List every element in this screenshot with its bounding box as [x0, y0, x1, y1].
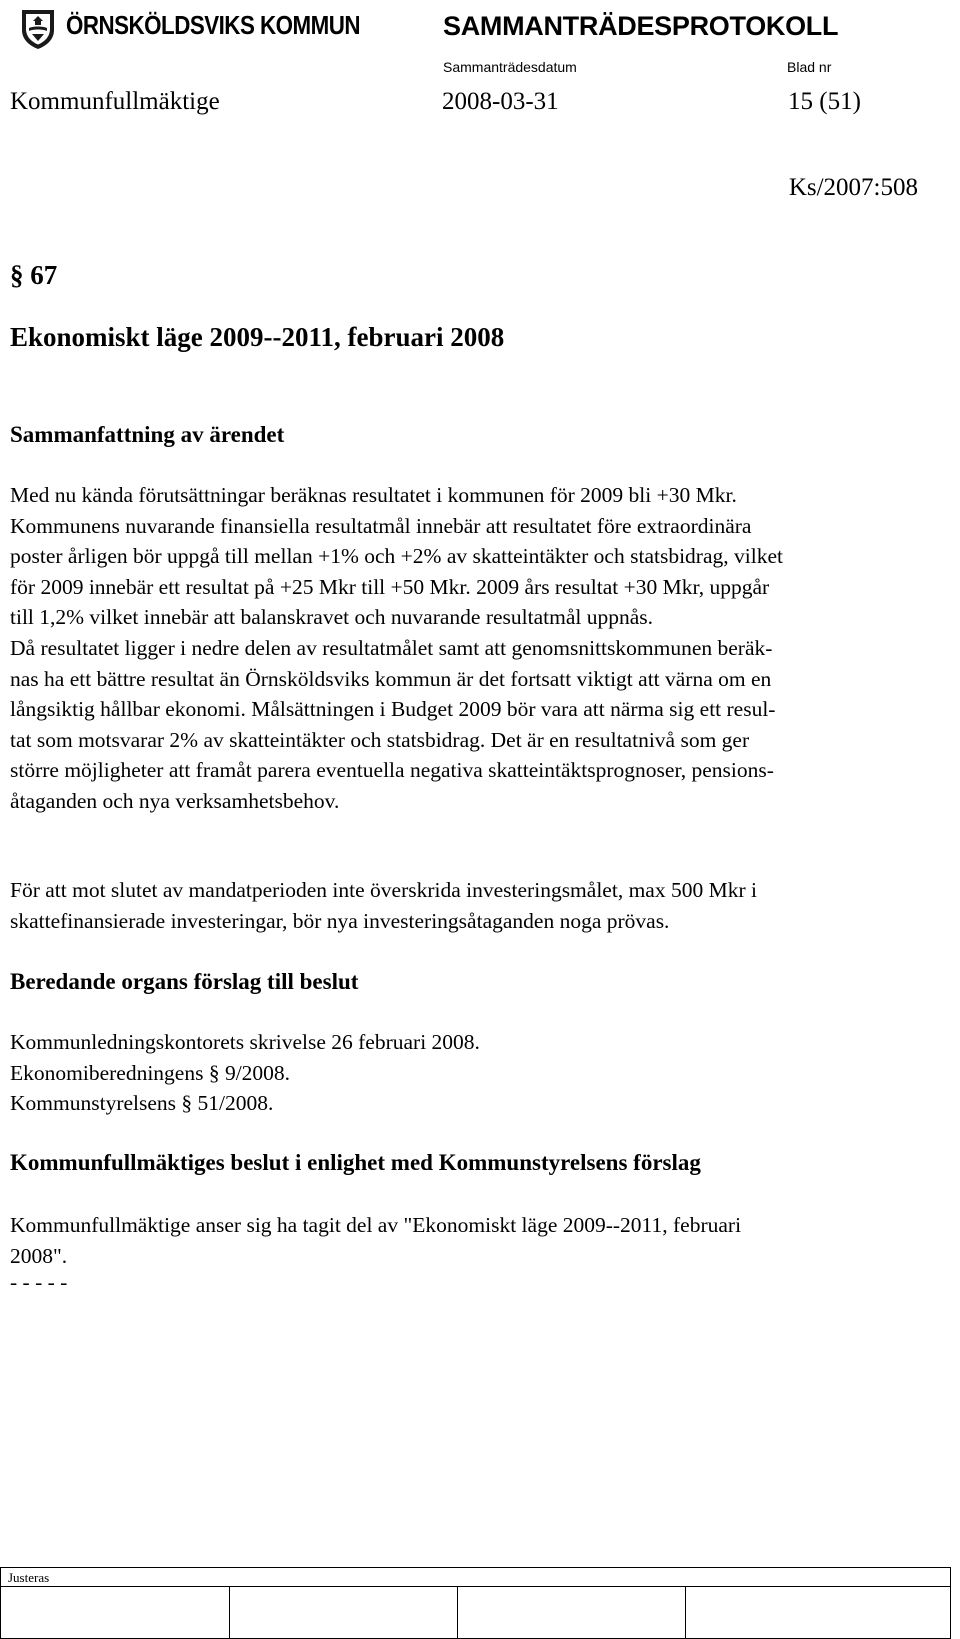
- text-line: tat som motsvarar 2% av skatteintäkter och statsbidrag. Det är en resultatnivå som ger: [10, 727, 750, 752]
- decision-heading: Kommunfullmäktiges beslut i enlighet med Kommunstyrelsens förslag: [10, 1150, 701, 1175]
- decision-text: [10, 1210, 910, 1293]
- text-line: - - - - -: [10, 1270, 68, 1294]
- document-type: SAMMANTRÄDESPROTOKOLL: [443, 11, 839, 41]
- reference-line: Kommunstyrelsens § 51/2008.: [10, 1091, 274, 1115]
- text-line: poster årligen bör uppgå till mellan +1% och +2% av skatteintäkter och statsbidrag, vilket: [10, 544, 783, 568]
- case-number: Ks/2007:508: [788, 174, 918, 201]
- preparatory-references: [10, 1027, 910, 1119]
- text-line: för 2009 innebär ett resultat på +25 Mkr till +50 Mkr. 2009 års resultat +30 Mkr, uppgår: [10, 574, 770, 599]
- signing-label-cell: [1, 1568, 951, 1587]
- organization-name: ÖRNSKÖLDSVIKS KOMMUN: [66, 10, 361, 40]
- meeting-date-label: Sammanträdesdatum: [443, 59, 577, 75]
- text-line: större möjligheter att framåt parera eventuella negativa skatteintäktsprognoser, pensions-: [10, 758, 774, 782]
- signature-box: [1, 1587, 230, 1639]
- page-number-label: Blad nr: [787, 59, 832, 75]
- text-line: Kommunfullmäktige anser sig ha tagit del av "Ekonomiskt läge 2009--2011, februari: [10, 1213, 742, 1237]
- signature-box: [230, 1587, 458, 1639]
- item-title: Ekonomiskt läge 2009--2011, februari 2008: [10, 322, 505, 352]
- text-line: Då resultatet ligger i nedre delen av resultatmålet samt att genomsnittskommunen beräk-: [10, 636, 773, 660]
- text-line: till 1,2% vilket innebär att balanskravet och nuvarande resultatmål uppnås.: [10, 605, 654, 629]
- text-line: långsiktig hållbar ekonomi. Målsättningen i Budget 2009 bör vara att närma sig ett resul-: [10, 697, 776, 721]
- summary-paragraph-3: [10, 875, 910, 936]
- signing-label: Justeras: [8, 1570, 50, 1585]
- summary-heading: Sammanfattning av ärendet: [10, 422, 285, 447]
- reference-line: Ekonomiberedningens § 9/2008.: [10, 1060, 291, 1085]
- reference-line: Kommunledningskontorets skrivelse 26 februari 2008.: [10, 1030, 480, 1054]
- text-line: Kommunens nuvarande finansiella resultatmål innebär att resultatet före extraordinära: [10, 513, 752, 538]
- meeting-date: 2008-03-31: [442, 88, 559, 115]
- coat-of-arms-logo: [18, 8, 58, 50]
- summary-paragraph-2: [10, 633, 910, 816]
- text-line: 2008".: [10, 1243, 68, 1268]
- signing-table: [0, 1567, 951, 1639]
- paragraph-number: § 67: [10, 260, 58, 290]
- text-line: För att mot slutet av mandatperioden inte överskrida investeringsmålet, max 500 Mkr i: [10, 878, 757, 902]
- body-name: Kommunfullmäktige: [10, 88, 220, 115]
- signature-box: [458, 1587, 686, 1639]
- preparatory-proposal-heading: Beredande organs förslag till beslut: [10, 969, 359, 994]
- signature-box: [686, 1587, 951, 1639]
- page-number: 15 (51): [788, 88, 861, 115]
- summary-paragraph-1: [10, 480, 910, 633]
- text-line: nas ha ett bättre resultat än Örnsköldsviks kommun är det fortsatt viktigt att värna om en: [10, 666, 772, 691]
- text-line: skattefinansierade investeringar, bör nya investeringsåtaganden noga prövas.: [10, 908, 670, 933]
- text-line: åtaganden och nya verksamhetsbehov.: [10, 788, 340, 813]
- text-line: Med nu kända förutsättningar beräknas resultatet i kommunen för 2009 bli +30 Mkr.: [10, 483, 737, 507]
